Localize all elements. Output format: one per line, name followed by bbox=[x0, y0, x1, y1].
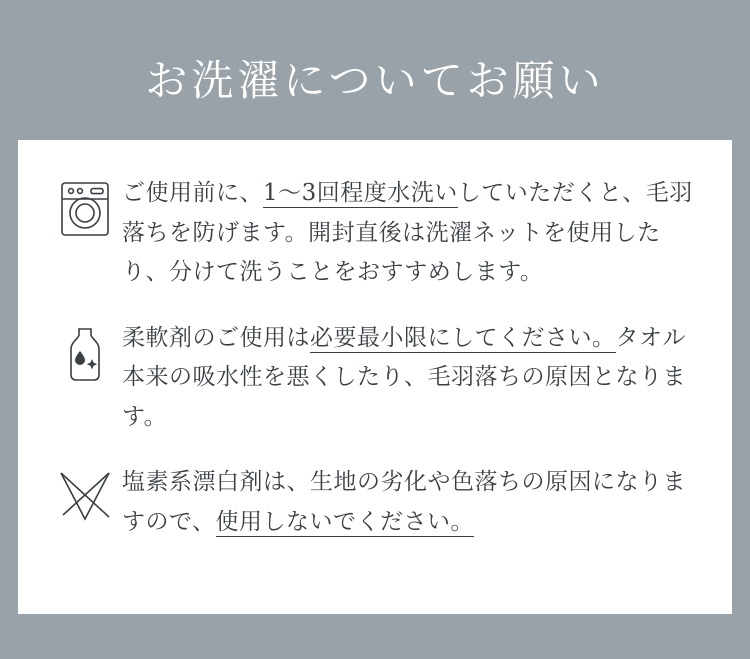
washing-machine-icon bbox=[48, 174, 122, 238]
text-segment: 塩素系漂白剤は、生地の劣化や色落ちの原因になりますので、 bbox=[122, 469, 686, 535]
page-title: お洗濯についてお願い bbox=[145, 56, 605, 105]
text-segment-underlined: 必要最小限にしてください。 bbox=[310, 324, 616, 351]
list-item-text bbox=[122, 319, 702, 438]
text-segment: していただくと、毛羽落ちを防げます。開封直後は洗濯ネットを使用したり、分けて洗うことをおすすめします。 bbox=[122, 180, 693, 286]
text-segment: 柔軟剤のご使用は bbox=[122, 324, 310, 351]
list-item bbox=[48, 319, 702, 438]
list-item bbox=[48, 174, 702, 293]
no-chlorine-bleach-icon bbox=[48, 463, 122, 525]
text-segment: ご使用前に、 bbox=[122, 180, 263, 206]
care-instructions-card bbox=[18, 140, 732, 614]
fabric-softener-bottle-icon bbox=[48, 319, 122, 383]
text-segment: タオル本来の吸水性を悪くしたり、毛羽落ちの原因となります。 bbox=[122, 324, 686, 430]
list-item-text bbox=[122, 463, 702, 542]
text-segment-underlined: 1〜3回程度水洗い bbox=[263, 180, 458, 206]
list-item-text bbox=[122, 174, 702, 293]
text-segment-underlined: 使用しないでください。 bbox=[215, 508, 475, 535]
list-item bbox=[48, 463, 702, 542]
